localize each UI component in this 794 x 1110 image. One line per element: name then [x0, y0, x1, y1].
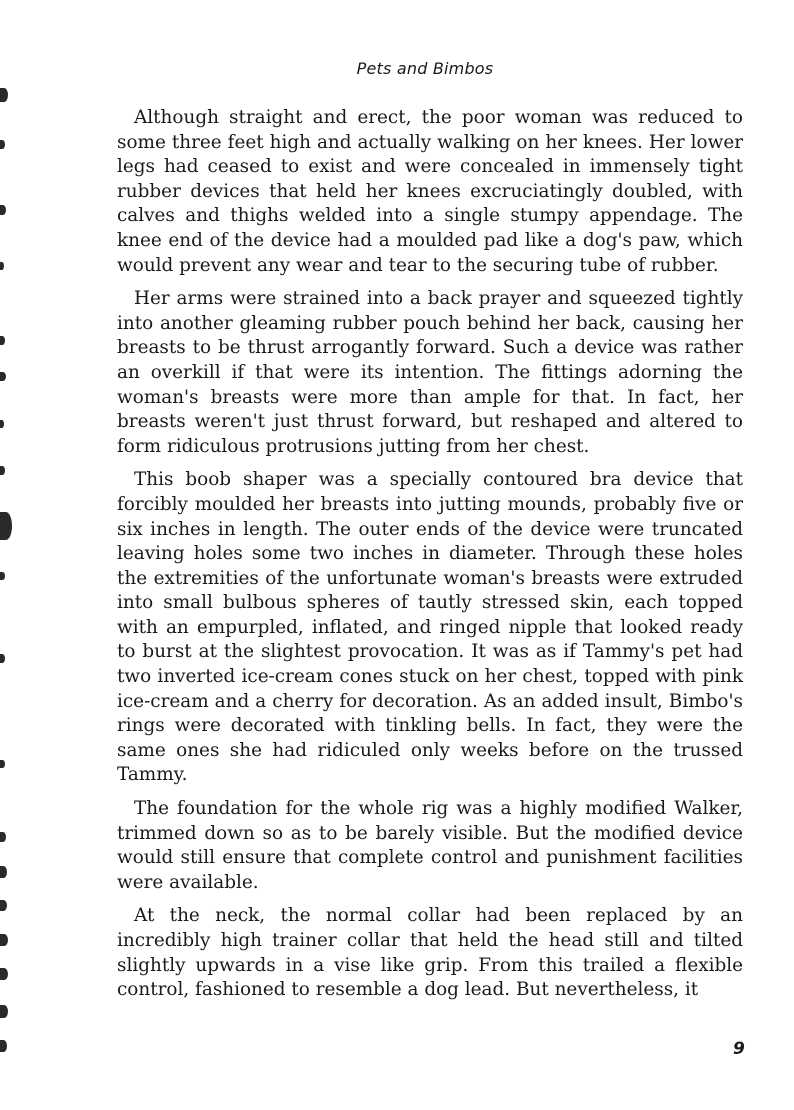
body-text — [117, 106, 743, 1012]
spiral-binding — [0, 0, 14, 1110]
page-number: 9 — [733, 1039, 745, 1059]
running-header: Pets and Bimbos — [356, 59, 494, 78]
paragraph: At the neck, the normal collar had been replaced by an incredibly high trainer collar that held the head still and tilted slightly upwards in a vise like grip. From this trailed a flexible control, fashioned to resemble a dog lead. But nevertheless, it — [117, 905, 743, 1001]
paragraph: This boob shaper was a specially contoured bra device that forcibly moulded her breasts into jutting mounds, probably five or six inches in length. The outer ends of the device were truncated leaving holes some two inches in diameter. Through these holes the extremities of the unfortunate woman's breasts were extruded into small bulbous spheres of tautly stressed skin, each topped with an empurpled, inflated, and ringed nipple that looked ready to burst at the slightest provocation. It was as if Tammy's pet had two inverted ice-cream cones stuck on her chest, topped with pink ice-cream and a cherry for decoration. As an added insult, Bimbo's rings were decorated with tinkling bells. In fact, they were the same ones she had ridiculed only weeks before on the trussed Tammy. — [117, 469, 743, 786]
paragraph: Although straight and erect, the poor woman was reduced to some three feet high and actually walking on her knees. Her lower legs had ceased to exist and were concealed in immensely tight rubber devices that held her knees excruciatingly doubled, with calves and thighs welded into a single stumpy appendage. The knee end of the device had a moulded pad like a dog's paw, which would prevent any wear and tear to the securing tube of rubber. — [117, 107, 743, 276]
paragraph: Her arms were strained into a back prayer and squeezed tightly into another gleaming rubber pouch behind her back, causing her breasts to be thrust arrogantly forward. Such a device was rather an overkill if that were its intention. The fittings adorning the woman's breasts were more than ample for that. In fact, her breasts weren't just thrust forward, but reshaped and altered to form ridiculous protrusions jutting from her chest. — [117, 288, 743, 457]
paragraph: The foundation for the whole rig was a highly modified Walker, trimmed down so as to be barely visible. But the modified device would still ensure that complete control and punishment facilities were available. — [117, 798, 743, 893]
